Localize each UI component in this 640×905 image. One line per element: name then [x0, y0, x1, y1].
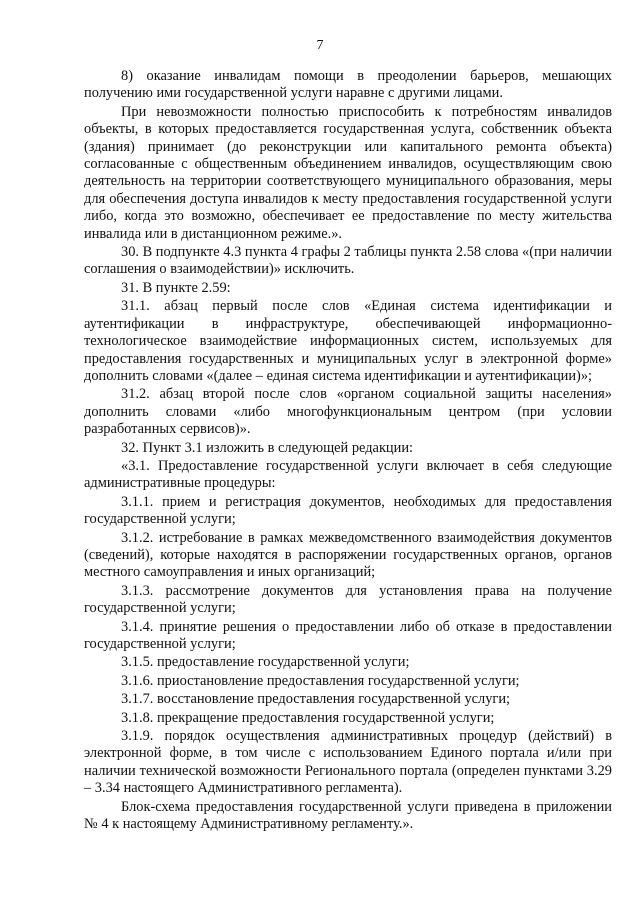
paragraph-3-1-7: 3.1.7. восстановление предоставления государственной услуги; [121, 691, 511, 708]
paragraph-3-1-2: 3.1.2. истребование в рамках межведомственного взаимодействия документов (сведений), которые находятся в распоряжении государственных органов, органов местного самоуправления и иных организаций; [84, 529, 612, 581]
document-body [84, 68, 612, 833]
paragraph-amendment-30: 30. В подпункте 4.3 пункта 4 графы 2 таблицы пункта 2.58 слова «(при наличии соглашения о взаимодействии)» исключить. [84, 244, 612, 278]
paragraph-flowchart-reference: Блок-схема предоставления государственной услуги приведена в приложении № 4 к настоящему Административному регламенту.». [84, 798, 612, 833]
paragraph-accessibility-measures: При невозможности полностью приспособить к потребностям инвалидов объекты, в которых предоставляется государственная услуга, собственник объекта (здания) принимает (до реконструкции или капитального ремонта объекта) согласованные с общественным объединением инвалидов, осуществляющим свою деятельность на территории соответствующего муниципального образования, меры для обеспечения доступа инвалидов к месту предоставления государственной услуги либо, когда это возможно, обеспечивает ее предоставление по месту жительства инвалида или в дистанционном режиме.». [84, 103, 612, 242]
paragraph-3-1-1: 3.1.1. прием и регистрация документов, необходимых для предоставления государственной услуги; [84, 493, 612, 528]
paragraph-3-1-9: 3.1.9. порядок осуществления административных процедур (действий) в электронной форме, в том числе с использованием Единого портала и/или при наличии технической возможности Регионального портала (определен пунктами 3.29 – 3.34 настоящего Административного регламента). [84, 728, 612, 797]
paragraph-amendment-31-1: 31.1. абзац первый после слов «Единая система идентификации и аутентификации в инфраструктуре, обеспечивающей информационно-технологическое взаимодействие информационных систем, используемых для предоставления государственных и муниципальных услуг в электронной форме» дополнить словами «(далее – единая система идентификации и аутентификации)»; [84, 298, 612, 384]
paragraph-section-3-1: «3.1. Предоставление государственной услуги включает в себя следующие административные процедуры: [84, 457, 612, 492]
paragraph-3-1-6: 3.1.6. приостановление предоставления государственной услуги; [121, 672, 520, 689]
paragraph-amendment-31: 31. В пункте 2.59: [121, 279, 231, 296]
paragraph-item-8: 8) оказание инвалидам помощи в преодолении барьеров, мешающих получению ими государственной услуги наравне с другими лицами. [84, 68, 612, 102]
paragraph-3-1-3: 3.1.3. рассмотрение документов для установления права на получение государственной услуги; [84, 582, 612, 617]
paragraph-3-1-5: 3.1.5. предоставление государственной услуги; [121, 654, 410, 671]
paragraph-3-1-8: 3.1.8. прекращение предоставления государственной услуги; [121, 709, 495, 726]
paragraph-amendment-32: 32. Пункт 3.1 изложить в следующей редакции: [121, 439, 414, 456]
paragraph-3-1-4: 3.1.4. принятие решения о предоставлении либо об отказе в предоставлении государственной услуги; [84, 618, 612, 652]
page-number: 7 [316, 38, 324, 53]
paragraph-amendment-31-2: 31.2. абзац второй после слов «органом социальной защиты населения» дополнить словами «либо многофункциональным центром (при условии разработанных сервисов)». [84, 386, 612, 438]
